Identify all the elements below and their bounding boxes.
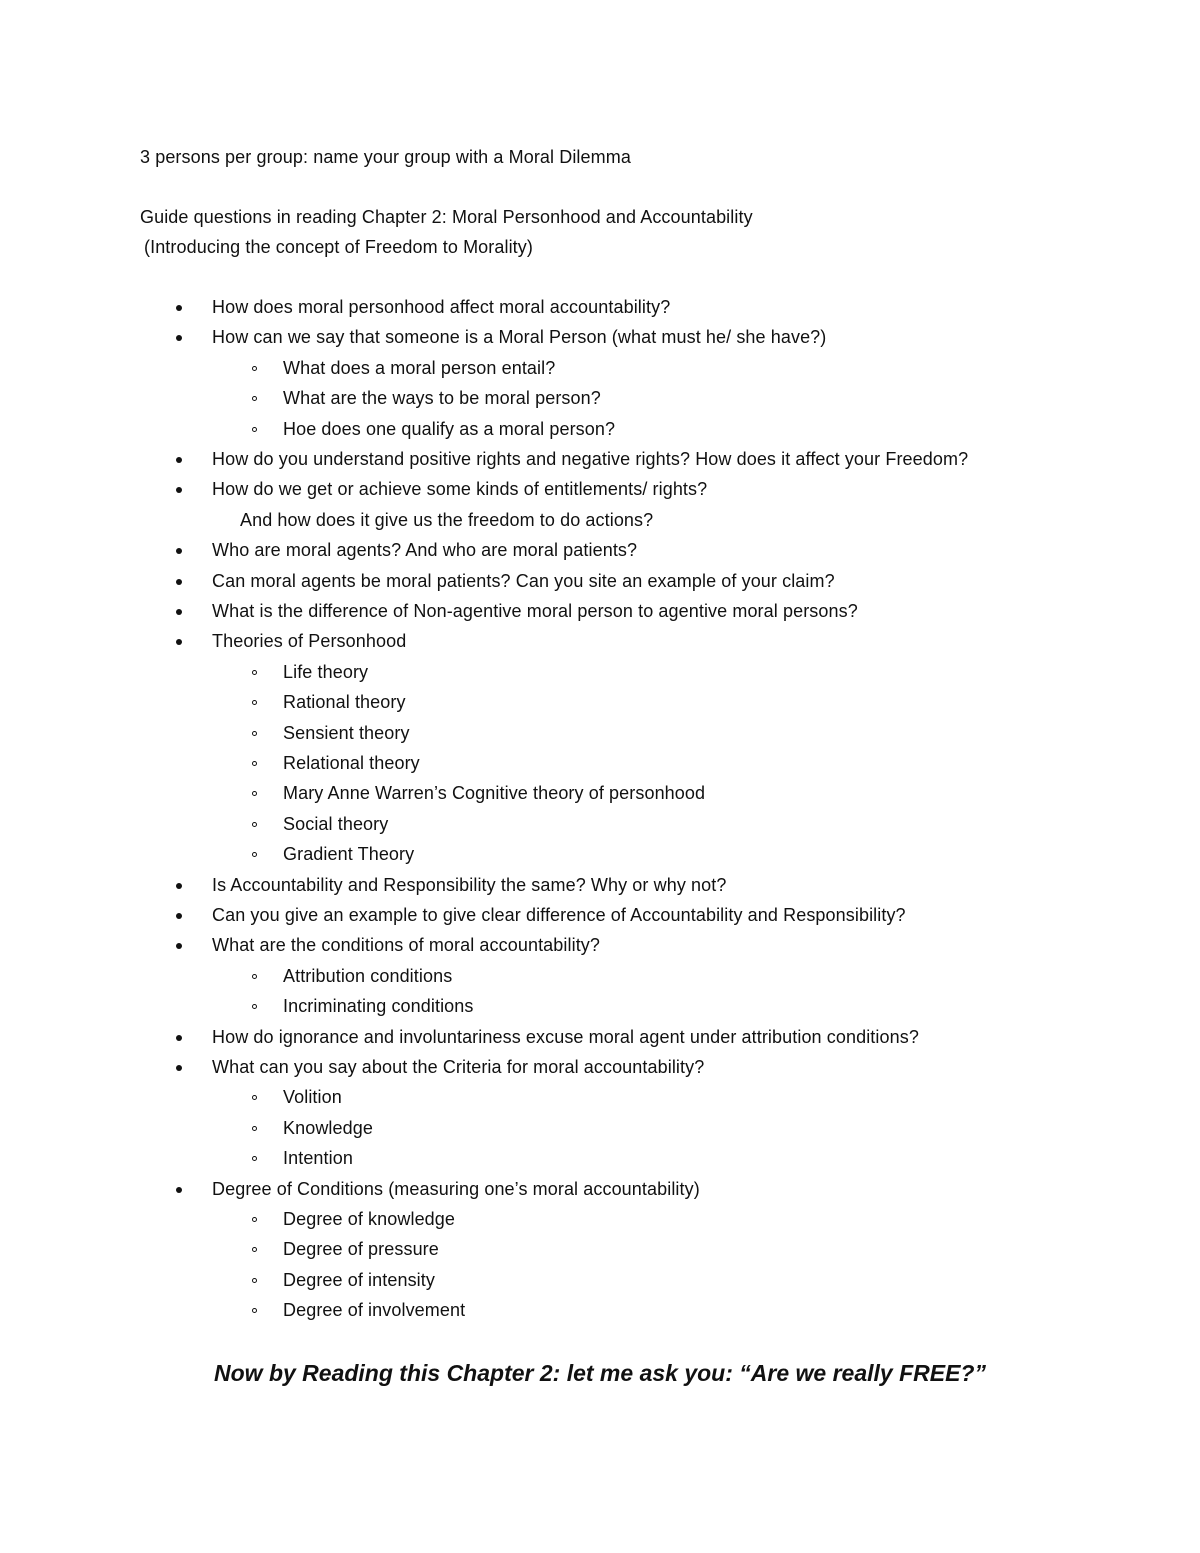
bullet-circle-icon	[252, 852, 257, 857]
bullet-circle-icon	[252, 427, 257, 432]
list-item-text: Volition	[283, 1087, 342, 1108]
list-item-text: Degree of involvement	[283, 1300, 466, 1321]
bullet-circle-icon	[252, 670, 257, 675]
guide-subtitle: (Introducing the concept of Freedom to Morality)	[144, 237, 533, 257]
bullet-dot-icon	[176, 943, 182, 949]
list-item-text: Gradient Theory	[283, 844, 415, 865]
bullet-circle-icon	[252, 700, 257, 705]
bullet-circle-icon	[252, 822, 257, 827]
list-item-text: Knowledge	[283, 1117, 373, 1138]
list-item-text: Social theory	[283, 813, 389, 834]
list-item-text: Intention	[283, 1148, 353, 1169]
bullet-dot-icon	[176, 609, 182, 615]
list-item-text: Attribution conditions	[283, 965, 453, 986]
bullet-dot-icon	[176, 487, 182, 493]
bullet-circle-icon	[252, 1126, 257, 1131]
bullet-circle-icon	[252, 974, 257, 979]
list-item-text: What does a moral person entail?	[283, 357, 556, 378]
bullet-dot-icon	[176, 639, 182, 645]
list-item-text: And how does it give us the freedom to do actions?	[240, 509, 654, 530]
list-item-text: How does moral personhood affect moral accountability?	[212, 297, 671, 317]
bullet-circle-icon	[252, 731, 257, 736]
bullet-circle-icon	[252, 1095, 257, 1100]
list-item-text: Can moral agents be moral patients? Can you site an example of your claim?	[212, 570, 835, 591]
list-item-text: Degree of knowledge	[283, 1209, 456, 1229]
list-item-text: Who are moral agents? And who are moral patients?	[212, 540, 638, 561]
list-item-text: Rational theory	[283, 692, 406, 713]
group-instruction: 3 persons per group: name your group with a Moral Dilemma	[140, 147, 631, 167]
bullet-circle-icon	[252, 761, 257, 766]
list-item-text: Hoe does one qualify as a moral person?	[283, 418, 616, 439]
bullet-dot-icon	[176, 305, 182, 311]
bullet-circle-icon	[252, 1217, 257, 1222]
bullet-dot-icon	[176, 335, 182, 341]
list-item-text: What are the ways to be moral person?	[283, 388, 601, 409]
list-item-text: Life theory	[283, 661, 369, 682]
list-item-text: How do ignorance and involuntariness excuse moral agent under attribution conditions?	[212, 1026, 919, 1047]
list-item-text: Can you give an example to give clear difference of Accountability and Responsibility?	[212, 905, 906, 925]
bullet-circle-icon	[252, 366, 257, 371]
list-item-text: Degree of Conditions (measuring one’s moral accountability)	[212, 1178, 700, 1199]
bullet-circle-icon	[252, 791, 257, 796]
bullet-circle-icon	[252, 1308, 257, 1313]
bullet-circle-icon	[252, 1004, 257, 1009]
bullet-dot-icon	[176, 1035, 182, 1041]
bullet-dot-icon	[176, 1187, 182, 1193]
list-item-text: How do you understand positive rights and negative rights? How does it affect your Freedom?	[212, 449, 969, 469]
list-item-text: What can you say about the Criteria for moral accountability?	[212, 1057, 705, 1077]
bullet-dot-icon	[176, 457, 182, 463]
bullet-dot-icon	[176, 548, 182, 554]
bullet-dot-icon	[176, 1065, 182, 1071]
list-item-text: Is Accountability and Responsibility the same? Why or why not?	[212, 874, 727, 895]
list-item-text: Degree of intensity	[283, 1269, 435, 1290]
bullet-circle-icon	[252, 1247, 257, 1252]
list-item-text: Incriminating conditions	[283, 996, 474, 1017]
closing-question: Now by Reading this Chapter 2: let me ask you: “Are we really FREE?”	[214, 1360, 986, 1386]
list-item-text: What is the difference of Non-agentive moral person to agentive moral persons?	[212, 601, 858, 621]
bullet-dot-icon	[176, 913, 182, 919]
list-item-text: Relational theory	[283, 753, 420, 773]
bullet-dot-icon	[176, 579, 182, 585]
list-item-text: Sensient theory	[283, 722, 410, 743]
bullet-circle-icon	[252, 396, 257, 401]
bullet-circle-icon	[252, 1278, 257, 1283]
bullet-circle-icon	[252, 1156, 257, 1161]
list-item-text: What are the conditions of moral accountability?	[212, 935, 601, 956]
bullet-dot-icon	[176, 883, 182, 889]
list-item-text: How do we get or achieve some kinds of entitlements/ rights?	[212, 479, 708, 500]
list-item-text: How can we say that someone is a Moral Person (what must he/ she have?)	[212, 327, 827, 348]
list-item-text: Theories of Personhood	[212, 631, 407, 652]
list-item-text: Degree of pressure	[283, 1239, 439, 1260]
list-item-text: Mary Anne Warren’s Cognitive theory of personhood	[283, 783, 706, 804]
guide-title: Guide questions in reading Chapter 2: Moral Personhood and Accountability	[140, 207, 753, 227]
